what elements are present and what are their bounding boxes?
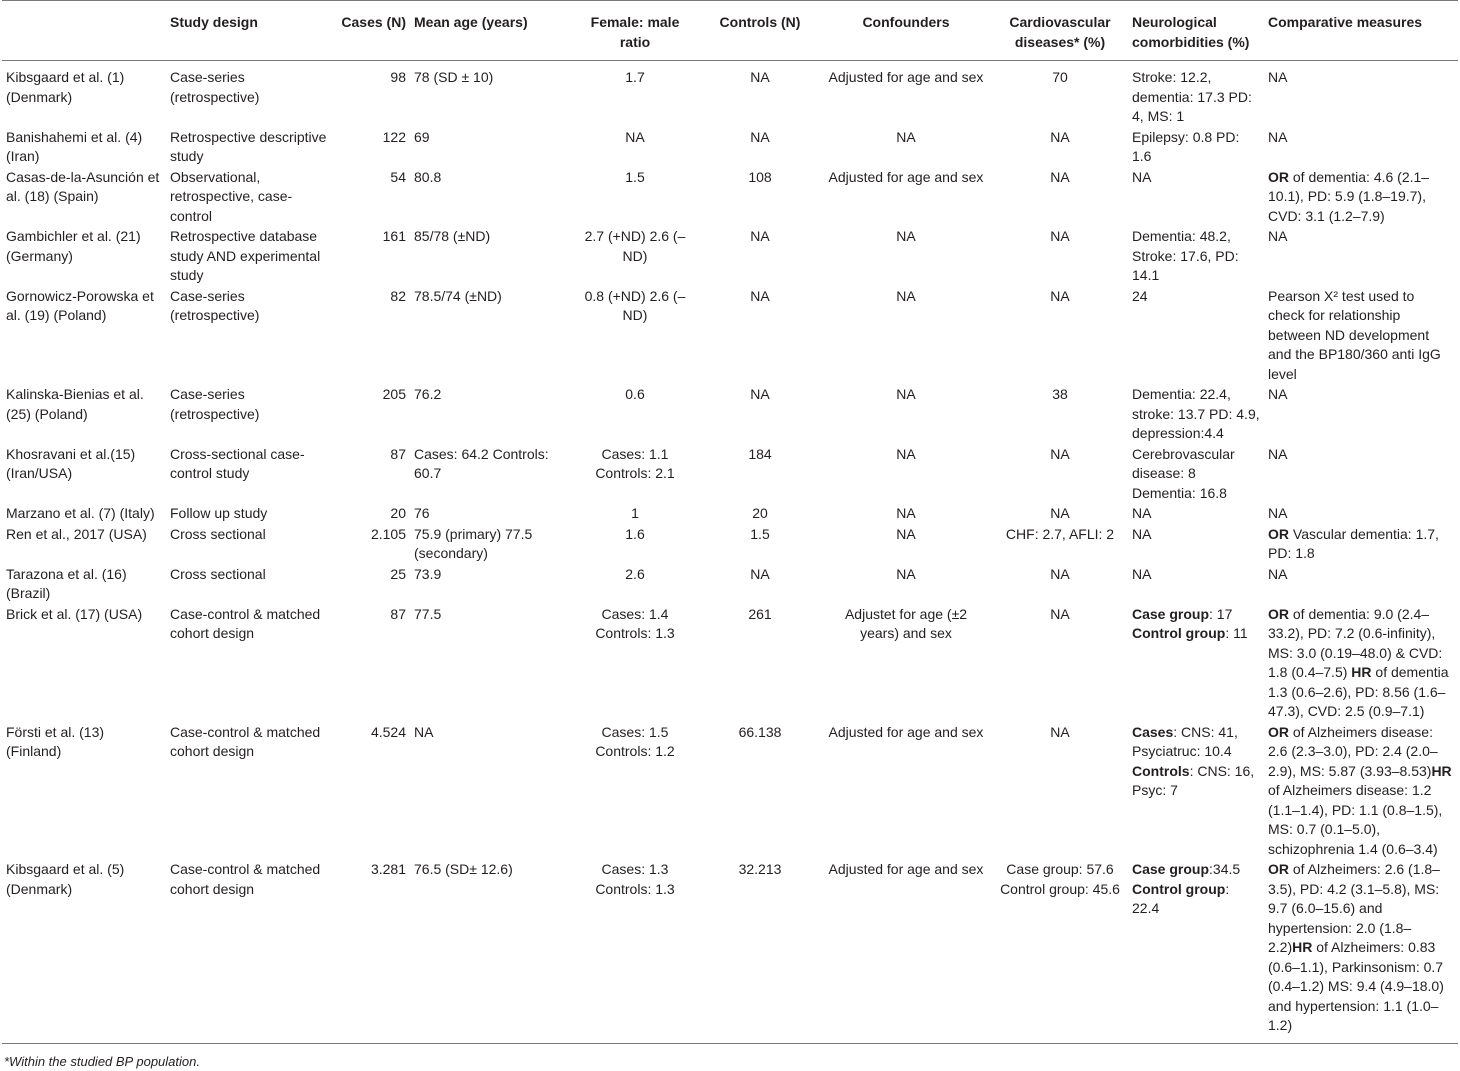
- cell-confounders: NA: [820, 226, 992, 286]
- neuro-control-label: Control group: [1132, 881, 1225, 897]
- cell-controls: NA: [700, 61, 820, 127]
- cell-measures: NA: [1264, 444, 1458, 504]
- cell-cases: 82: [334, 286, 410, 385]
- cell-cardio: Case group: 57.6 Control group: 45.6: [992, 859, 1128, 1043]
- cell-study: Kibsgaard et al. (1) (Denmark): [2, 61, 166, 127]
- cell-cardio: NA: [992, 286, 1128, 385]
- cell-confounders: NA: [820, 384, 992, 444]
- table-row: [2, 859, 1458, 1043]
- table-row: [2, 226, 1458, 286]
- cell-neuro: NA: [1128, 503, 1264, 524]
- cell-cases: 122: [334, 127, 410, 167]
- cell-design: Cross sectional: [166, 524, 334, 564]
- measure-type-label: HR: [1431, 763, 1451, 779]
- cell-study: Brick et al. (17) (USA): [2, 604, 166, 722]
- cell-design: Retrospective descriptive study: [166, 127, 334, 167]
- cell-measures: [1264, 604, 1458, 722]
- cell-study: Ren et al., 2017 (USA): [2, 524, 166, 564]
- cell-ratio: 2.7 (+ND) 2.6 (–ND): [570, 226, 700, 286]
- measure-text: of Alzheimers disease: 1.2 (1.1–1.4), PD: 1.1 (0.8–1.5), MS: 0.7 (0.1–5.0), schizophrenia 1.4 (0.6–3.4): [1268, 782, 1442, 857]
- cell-design: Retrospective database study AND experimental study: [166, 226, 334, 286]
- measure-type-label: HR: [1292, 939, 1312, 955]
- cell-study: Gornowicz-Porowska et al. (19) (Poland): [2, 286, 166, 385]
- cell-ratio: 0.8 (+ND) 2.6 (–ND): [570, 286, 700, 385]
- cell-design: Case-series (retrospective): [166, 61, 334, 127]
- cell-neuro: NA: [1128, 564, 1264, 604]
- cell-confounders: NA: [820, 286, 992, 385]
- cell-age: 76.5 (SD± 12.6): [410, 859, 570, 1043]
- cell-study: Kibsgaard et al. (5) (Denmark): [2, 859, 166, 1043]
- cell-cardio: NA: [992, 444, 1128, 504]
- header-design: Study design: [166, 1, 334, 61]
- cell-design: Case-control & matched cohort design: [166, 859, 334, 1043]
- cell-measures: [1264, 859, 1458, 1043]
- cell-design: Follow up study: [166, 503, 334, 524]
- cell-age: 73.9: [410, 564, 570, 604]
- cell-controls: 32.213: [700, 859, 820, 1043]
- cell-neuro: Cerebrovascular disease: 8 Dementia: 16.8: [1128, 444, 1264, 504]
- table-row: [2, 286, 1458, 385]
- measure-type-label: OR: [1268, 606, 1289, 622]
- table-row: [2, 604, 1458, 722]
- cell-measures: [1264, 524, 1458, 564]
- cell-cardio: NA: [992, 604, 1128, 722]
- cell-cardio: CHF: 2.7, AFLI: 2: [992, 524, 1128, 564]
- cell-age: 76: [410, 503, 570, 524]
- cell-confounders: NA: [820, 524, 992, 564]
- cell-age: 80.8: [410, 167, 570, 227]
- cell-measures: NA: [1264, 384, 1458, 444]
- cell-ratio: 2.6: [570, 564, 700, 604]
- measure-text: of dementia: 4.6 (2.1–10.1), PD: 5.9 (1.8–19.7), CVD: 3.1 (1.2–7.9): [1268, 169, 1429, 224]
- cell-cases: 161: [334, 226, 410, 286]
- cell-cardio: 38: [992, 384, 1128, 444]
- measure-text: Vascular dementia: 1.7, PD: 1.8: [1268, 526, 1439, 562]
- cell-design: Case-series (retrospective): [166, 384, 334, 444]
- table-footnote: *Within the studied BP population.: [4, 1052, 1460, 1071]
- cell-neuro: NA: [1128, 167, 1264, 227]
- cell-study: Tarazona et al. (16) (Brazil): [2, 564, 166, 604]
- cell-cases: 87: [334, 604, 410, 722]
- cell-design: Case-control & matched cohort design: [166, 722, 334, 860]
- measure-text: of dementia: 9.0 (2.4–33.2), PD: 7.2 (0.6-infinity), MS: 3.0 (0.19–48.0) & CVD: 1.8 (0.4–7.5): [1268, 606, 1442, 681]
- cell-neuro: Stroke: 12.2, dementia: 17.3 PD: 4, MS: 1: [1128, 61, 1264, 127]
- table-row: [2, 384, 1458, 444]
- cell-cardio: NA: [992, 226, 1128, 286]
- cell-cardio: 70: [992, 61, 1128, 127]
- cell-cases: 98: [334, 61, 410, 127]
- cell-neuro: Dementia: 48.2, Stroke: 17.6, PD: 14.1: [1128, 226, 1264, 286]
- neuro-case-value: :34.5: [1209, 861, 1240, 877]
- cell-cases: 3.281: [334, 859, 410, 1043]
- cell-cases: 25: [334, 564, 410, 604]
- measure-type-label: OR: [1268, 861, 1289, 877]
- cell-age: 77.5: [410, 604, 570, 722]
- cell-measures: Pearson X² test used to check for relationship between ND development and the BP180/360 anti IgG level: [1264, 286, 1458, 385]
- cell-age: 78.5/74 (±ND): [410, 286, 570, 385]
- cell-cases: 20: [334, 503, 410, 524]
- cell-controls: NA: [700, 127, 820, 167]
- measure-text: of Alzheimers: 0.83 (0.6–1.1), Parkinsonism: 0.7 (0.4–1.2) MS: 9.4 (4.9–18.0) and hypertension: 1.1 (1.0–1.2): [1268, 939, 1444, 1033]
- cell-controls: NA: [700, 564, 820, 604]
- cell-design: Cross-sectional case-control study: [166, 444, 334, 504]
- cell-controls: NA: [700, 226, 820, 286]
- cell-study: Khosravani et al.(15) (Iran/USA): [2, 444, 166, 504]
- cell-ratio: Cases: 1.1 Controls: 2.1: [570, 444, 700, 504]
- cell-ratio: 1.5: [570, 167, 700, 227]
- cell-confounders: Adjusted for age and sex: [820, 722, 992, 860]
- table-row: [2, 722, 1458, 860]
- header-confounders: Confounders: [820, 1, 992, 61]
- cell-measures: NA: [1264, 503, 1458, 524]
- measure-text: of Alzheimers disease: 2.6 (2.3–3.0), PD: 2.4 (2.0–2.9), MS: 5.87 (3.93–8.53): [1268, 724, 1438, 779]
- header-cardio: Cardiovascular diseases* (%): [992, 1, 1128, 61]
- cell-study: Kalinska-Bienias et al. (25) (Poland): [2, 384, 166, 444]
- table-body: [2, 61, 1458, 1044]
- comorbidity-table: [2, 0, 1458, 1044]
- neuro-case-label: Cases: [1132, 724, 1173, 740]
- cell-age: NA: [410, 722, 570, 860]
- cell-confounders: Adjustet for age (±2 years) and sex: [820, 604, 992, 722]
- cell-controls: 20: [700, 503, 820, 524]
- table-row: [2, 524, 1458, 564]
- measure-text: of Alzheimers: 2.6 (1.8–3.5), PD: 4.2 (3.1–5.8), MS: 9.7 (6.0–15.6) and hypertension: 2.0 (1.8–2.2): [1268, 861, 1440, 955]
- header-age: Mean age (years): [410, 1, 570, 61]
- cell-ratio: Cases: 1.3 Controls: 1.3: [570, 859, 700, 1043]
- header-cases: Cases (N): [334, 1, 410, 61]
- cell-design: Observational, retrospective, case-control: [166, 167, 334, 227]
- neuro-control-label: Control group: [1132, 625, 1225, 641]
- neuro-case-value: : 17: [1209, 606, 1232, 622]
- table-row: [2, 61, 1458, 127]
- neuro-control-value: : CNS: 16, Psyc: 7: [1132, 763, 1254, 799]
- header-row: [2, 1, 1458, 61]
- measure-type-label: OR: [1268, 169, 1289, 185]
- cell-cases: 87: [334, 444, 410, 504]
- cell-confounders: NA: [820, 503, 992, 524]
- neuro-case-label: Case group: [1132, 861, 1209, 877]
- cell-measures: NA: [1264, 61, 1458, 127]
- cell-study: Banishahemi et al. (4) (Iran): [2, 127, 166, 167]
- cell-study: Gambichler et al. (21) (Germany): [2, 226, 166, 286]
- cell-age: 78 (SD ± 10): [410, 61, 570, 127]
- table-row: [2, 564, 1458, 604]
- cell-measures: NA: [1264, 127, 1458, 167]
- cell-measures: [1264, 167, 1458, 227]
- cell-study: Försti et al. (13) (Finland): [2, 722, 166, 860]
- cell-ratio: 1.7: [570, 61, 700, 127]
- table-row: [2, 167, 1458, 227]
- cell-controls: 1.5: [700, 524, 820, 564]
- cell-confounders: NA: [820, 127, 992, 167]
- cell-cases: 2.105: [334, 524, 410, 564]
- neuro-case-value: : CNS: 41, Psyciatruc: 10.4: [1132, 724, 1238, 760]
- cell-ratio: Cases: 1.5 Controls: 1.2: [570, 722, 700, 860]
- cell-controls: 184: [700, 444, 820, 504]
- cell-age: 75.9 (primary) 77.5 (secondary): [410, 524, 570, 564]
- cell-age: 69: [410, 127, 570, 167]
- cell-cases: 4.524: [334, 722, 410, 860]
- header-study: [2, 1, 166, 61]
- cell-cardio: NA: [992, 127, 1128, 167]
- cell-controls: 66.138: [700, 722, 820, 860]
- cell-age: 76.2: [410, 384, 570, 444]
- table-row: [2, 503, 1458, 524]
- cell-controls: NA: [700, 384, 820, 444]
- cell-controls: 261: [700, 604, 820, 722]
- cell-measures: [1264, 722, 1458, 860]
- cell-neuro: Dementia: 22.4, stroke: 13.7 PD: 4.9, depression:4.4: [1128, 384, 1264, 444]
- cell-study: Marzano et al. (7) (Italy): [2, 503, 166, 524]
- cell-neuro: [1128, 859, 1264, 1043]
- header-ratio: Female: male ratio: [570, 1, 700, 61]
- cell-confounders: Adjusted for age and sex: [820, 167, 992, 227]
- cell-neuro: Epilepsy: 0.8 PD: 1.6: [1128, 127, 1264, 167]
- cell-cardio: NA: [992, 722, 1128, 860]
- cell-cases: 54: [334, 167, 410, 227]
- cell-ratio: 1.6: [570, 524, 700, 564]
- cell-cardio: NA: [992, 564, 1128, 604]
- cell-ratio: 0.6: [570, 384, 700, 444]
- cell-design: Case-control & matched cohort design: [166, 604, 334, 722]
- cell-measures: NA: [1264, 226, 1458, 286]
- header-controls: Controls (N): [700, 1, 820, 61]
- cell-cardio: NA: [992, 503, 1128, 524]
- cell-design: Cross sectional: [166, 564, 334, 604]
- cell-ratio: NA: [570, 127, 700, 167]
- cell-neuro: NA: [1128, 524, 1264, 564]
- cell-controls: NA: [700, 286, 820, 385]
- measure-text: of dementia 1.3 (0.6–2.6), PD: 8.56 (1.6–47.3), CVD: 2.5 (0.9–7.1): [1268, 664, 1449, 719]
- table-row: [2, 127, 1458, 167]
- cell-neuro: [1128, 722, 1264, 860]
- cell-confounders: NA: [820, 564, 992, 604]
- cell-neuro: [1128, 604, 1264, 722]
- neuro-case-label: Case group: [1132, 606, 1209, 622]
- cell-neuro: 24: [1128, 286, 1264, 385]
- cell-age: 85/78 (±ND): [410, 226, 570, 286]
- header-neuro: Neurological comorbidities (%): [1128, 1, 1264, 61]
- header-measures: Comparative measures: [1264, 1, 1458, 61]
- cell-cardio: NA: [992, 167, 1128, 227]
- cell-ratio: 1: [570, 503, 700, 524]
- cell-study: Casas-de-la-Asunción et al. (18) (Spain): [2, 167, 166, 227]
- neuro-control-value: : 22.4: [1132, 881, 1229, 917]
- cell-measures: NA: [1264, 564, 1458, 604]
- measure-type-label: HR: [1351, 664, 1371, 680]
- cell-confounders: NA: [820, 444, 992, 504]
- measure-type-label: OR: [1268, 724, 1289, 740]
- cell-controls: 108: [700, 167, 820, 227]
- cell-cases: 205: [334, 384, 410, 444]
- cell-confounders: Adjusted for age and sex: [820, 859, 992, 1043]
- cell-design: Case-series (retrospective): [166, 286, 334, 385]
- cell-ratio: Cases: 1.4 Controls: 1.3: [570, 604, 700, 722]
- cell-age: Cases: 64.2 Controls: 60.7: [410, 444, 570, 504]
- table-row: [2, 444, 1458, 504]
- neuro-control-label: Controls: [1132, 763, 1190, 779]
- cell-confounders: Adjusted for age and sex: [820, 61, 992, 127]
- measure-type-label: OR: [1268, 526, 1289, 542]
- neuro-control-value: : 11: [1225, 625, 1247, 641]
